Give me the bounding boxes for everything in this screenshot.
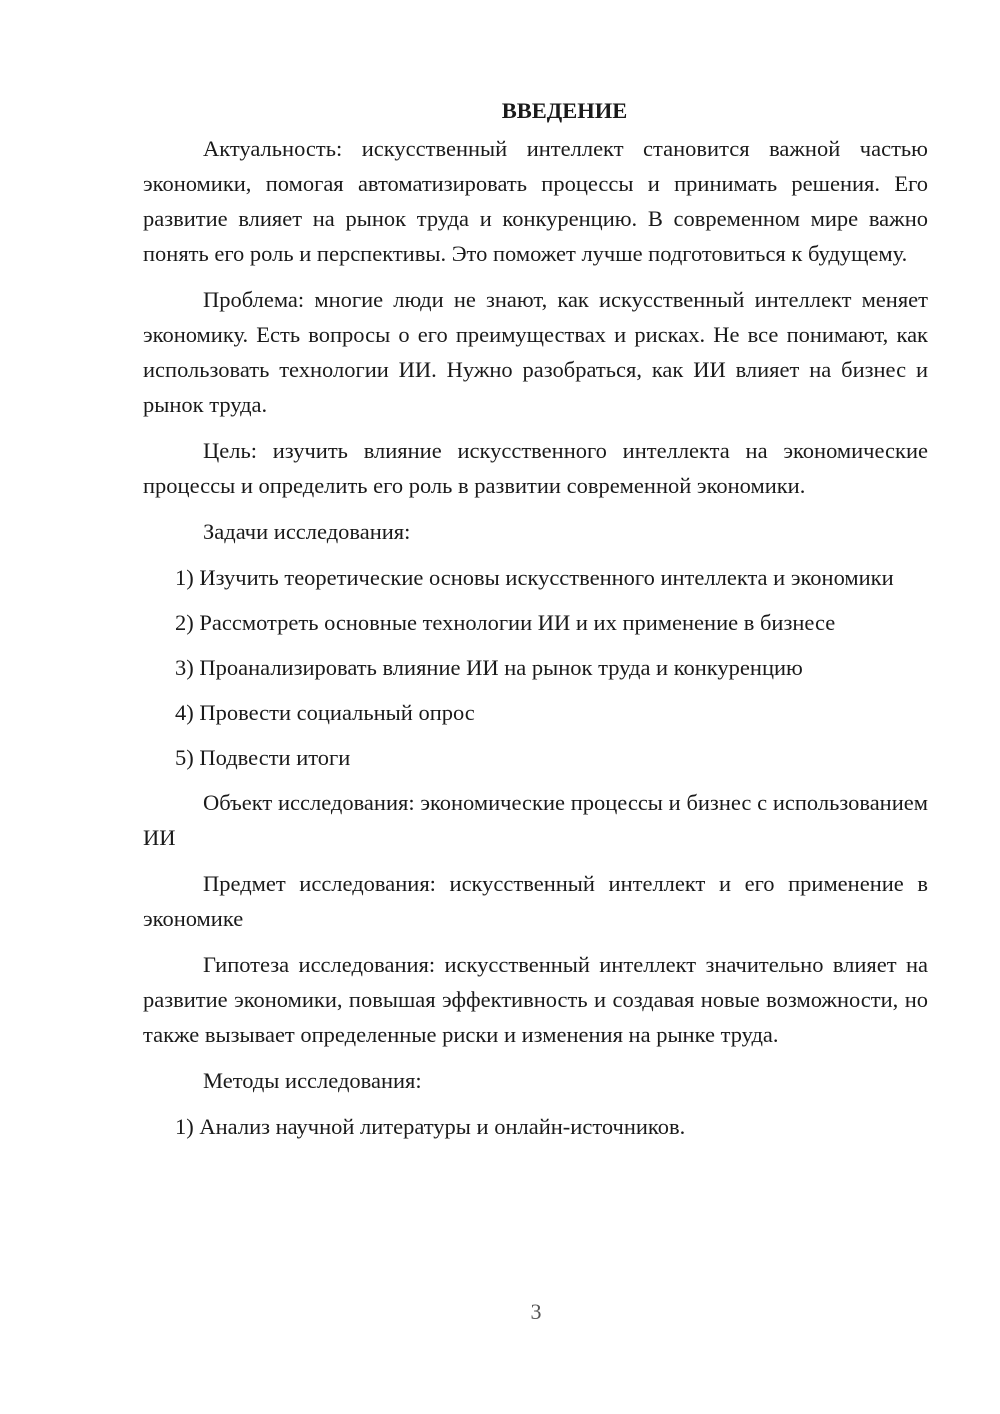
methods-heading: Методы исследования: bbox=[203, 1068, 422, 1093]
goal-paragraph: Цель: изучить влияние искусственного интеллекта на экономические процессы и определить его роль в развитии современной экономики. bbox=[143, 438, 928, 498]
section-title: ВВЕДЕНИЕ bbox=[501, 98, 628, 123]
task-item: 4) Провести социальный опрос bbox=[175, 700, 475, 725]
subject-paragraph: Предмет исследования: искусственный интеллект и его применение в экономике bbox=[143, 871, 928, 931]
task-item: 3) Проанализировать влияние ИИ на рынок труда и конкуренцию bbox=[175, 655, 803, 680]
tasks-heading: Задачи исследования: bbox=[203, 519, 411, 544]
hypothesis-paragraph: Гипотеза исследования: искусственный интеллект значительно влияет на развитие экономики, повышая эффективность и создавая новые возможности, но также вызывает определенные риски и изменения на рынке труда. bbox=[143, 952, 928, 1047]
task-item: 5) Подвести итоги bbox=[175, 745, 351, 770]
object-paragraph: Объект исследования: экономические процессы и бизнес с использованием ИИ bbox=[143, 790, 928, 850]
document-page bbox=[143, 96, 928, 1154]
relevance-paragraph: Актуальность: искусственный интеллект становится важной частью экономики, помогая автоматизировать процессы и принимать решения. Его развитие влияет на рынок труда и конкуренцию. В современном мире важно понять его роль и перспективы. Это поможет лучше подготовиться к будущему. bbox=[143, 136, 928, 266]
page-number: 3 bbox=[530, 1299, 542, 1324]
task-item: 1) Изучить теоретические основы искусственного интеллекта и экономики bbox=[175, 565, 894, 590]
task-item: 2) Рассмотреть основные технологии ИИ и их применение в бизнесе bbox=[175, 610, 836, 635]
problem-paragraph: Проблема: многие люди не знают, как искусственный интеллект меняет экономику. Есть вопросы о его преимуществах и рисках. Не все понимают, как использовать технологии ИИ. Нужно разобраться, как ИИ влияет на бизнес и рынок труда. bbox=[143, 287, 928, 417]
method-item: 1) Анализ научной литературы и онлайн-источников. bbox=[175, 1114, 686, 1139]
